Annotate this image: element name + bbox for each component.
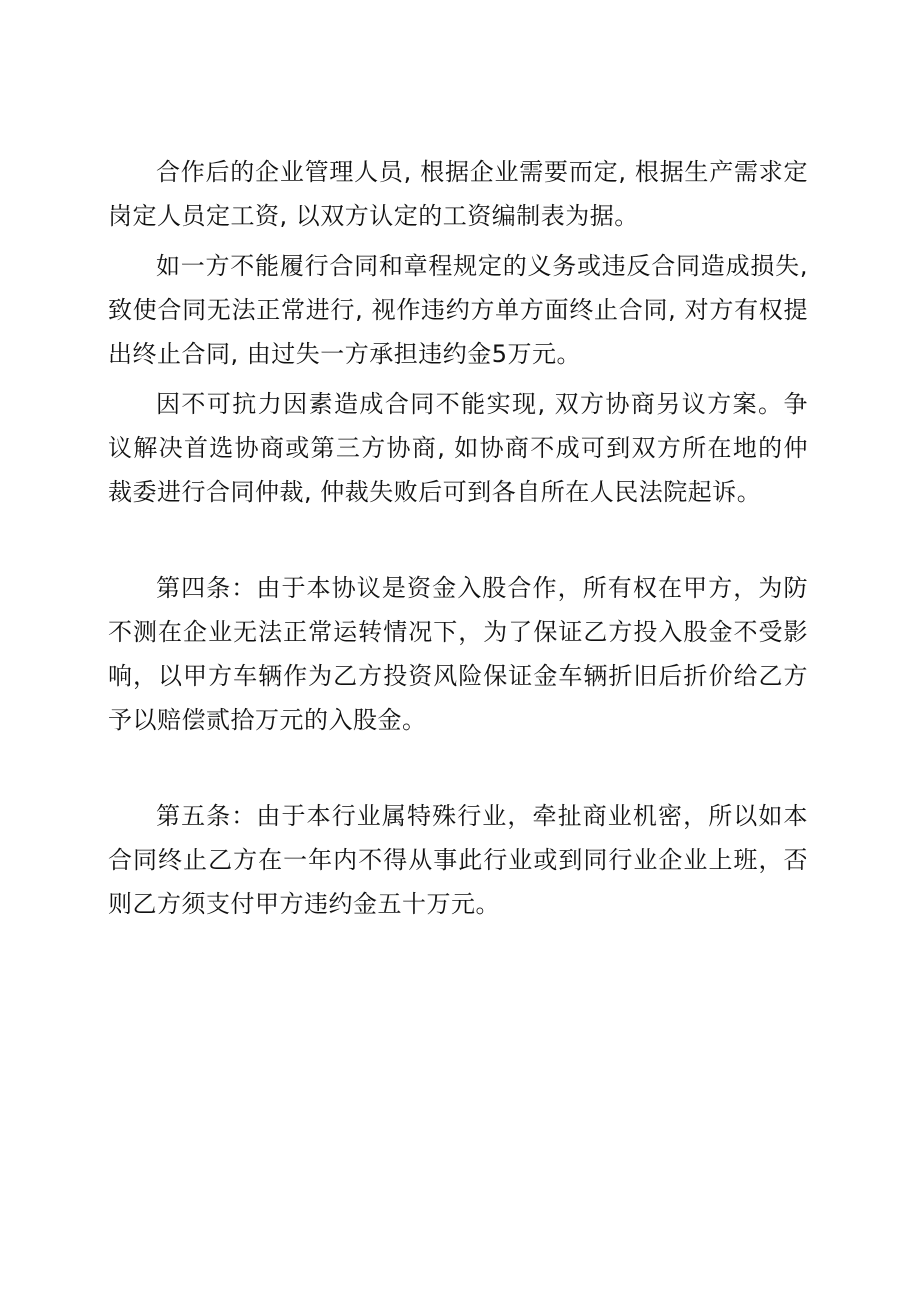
document-body [108, 150, 808, 926]
paragraph-staffing: 合作后的企业管理人员, 根据企业需要而定, 根据生产需求定岗定人员定工资, 以双方认定的工资编制表为据。 [108, 158, 808, 230]
paragraph-force-majeure: 因不可抗力因素造成合同不能实现, 双方协商另议方案。争议解决首选协商或第三方协商, 如协商不成可到双方所在地的仲裁委进行合同仲裁, 仲裁失败后可到各自所在人民法院起诉。 [108, 390, 808, 506]
paragraph-breach: 如一方不能履行合同和章程规定的义务或违反合同造成损失, 致使合同无法正常进行, 视作违约方单方面终止合同, 对方有权提出终止合同, 由过失一方承担违约金5万元。 [108, 252, 808, 368]
paragraph-article-5: 第五条：由于本行业属特殊行业，牵扯商业机密，所以如本合同终止乙方在一年内不得从事此行业或到同行业企业上班，否则乙方须支付甲方违约金五十万元。 [108, 802, 808, 918]
paragraph-article-4: 第四条：由于本协议是资金入股合作，所有权在甲方，为防不测在企业无法正常运转情况下，为了保证乙方投入股金不受影响，以甲方车辆作为乙方投资风险保证金车辆折旧后折价给乙方予以赔偿贰拾万元的入股金。 [108, 574, 808, 734]
